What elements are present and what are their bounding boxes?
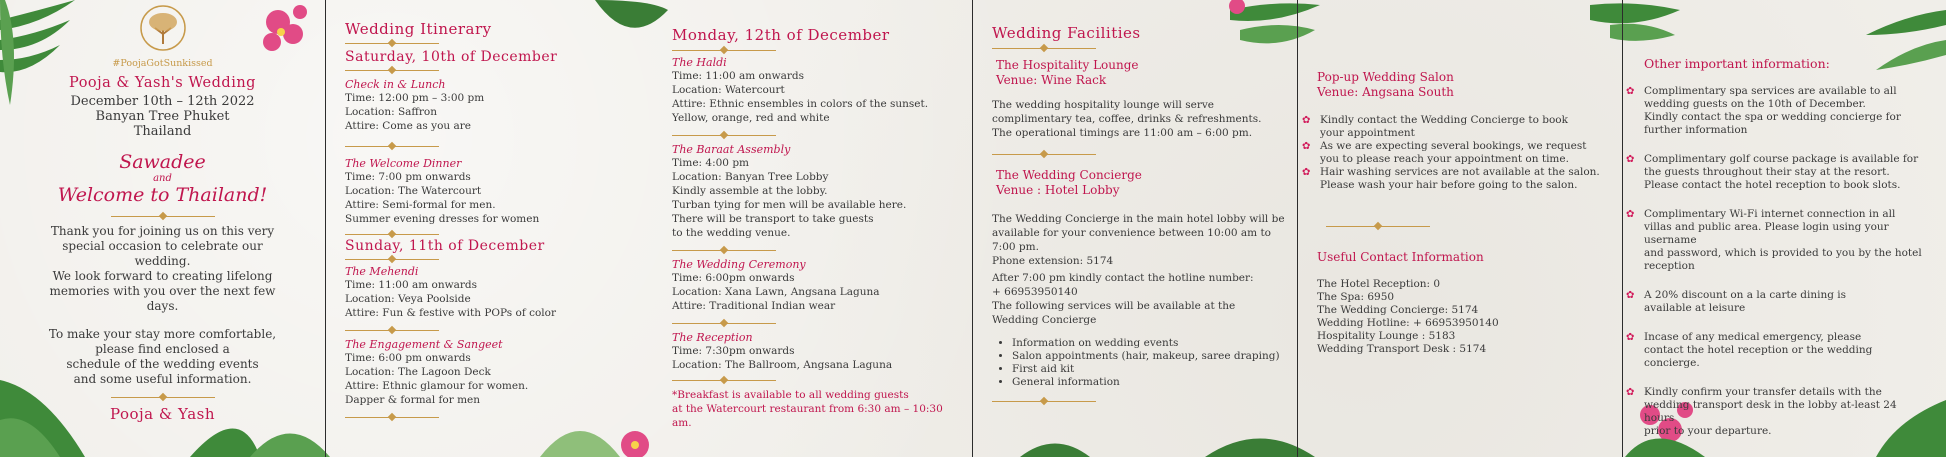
lounge-title: The Hospitality Lounge Venue: Wine Rack: [996, 58, 1139, 87]
ornament-divider: [337, 255, 447, 263]
ornament-divider: [664, 246, 784, 254]
event-details: Time: 11:00 am onwards Location: Watercourt Attire: Ethnic ensembles in colors of the sunset. Yellow, orange, red and white: [672, 70, 929, 124]
wedding-dates: December 10th – 12th 2022: [70, 94, 255, 109]
day-heading-sunday: Sunday, 11th of December: [345, 238, 545, 254]
salon-contact-panel: [1300, 0, 1600, 457]
wedding-title: Pooja & Yash's Wedding: [69, 75, 256, 91]
event-title: The Baraat Assembly: [672, 143, 791, 156]
event-title: The Wedding Ceremony: [672, 258, 806, 271]
ornament-divider: [664, 46, 784, 54]
event-title: Check in & Lunch: [345, 78, 446, 91]
tree-logo-icon: [137, 4, 189, 52]
ornament-divider: [103, 212, 223, 220]
ornament-divider: [337, 142, 447, 150]
event-block: [345, 265, 565, 320]
event-title: The Mehendi: [345, 265, 419, 278]
event-block: [345, 338, 565, 407]
list-item: • Information on wedding events: [1012, 337, 1292, 350]
event-block: [672, 331, 962, 372]
ornament-divider: [103, 393, 223, 401]
itinerary-title: Wedding Itinerary: [345, 20, 492, 38]
list-item: • First aid kit: [1012, 363, 1292, 376]
event-block: [345, 157, 565, 226]
ornament-divider: [1318, 222, 1438, 230]
contact-list: The Hotel Reception: 0 The Spa: 6950 The Wedding Concierge: 5174 Wedding Hotline: + 66953950140 Hospitality Lounge : 5183 Wedding Transport Desk : 5174: [1317, 278, 1499, 355]
event-block: [672, 143, 962, 240]
list-item: ✿ Complimentary golf course package is available for the guests throughout their stay at the resort. Please contact the hotel reception to book slots.: [1622, 153, 1922, 192]
ornament-divider: [337, 230, 447, 238]
welcome-message: Thank you for joining us on this very special occasion to celebrate our wedding. We look forward to creating lifelong memories with you over the next few days.: [49, 224, 276, 313]
salon-title: Pop-up Wedding Salon Venue: Angsana South: [1317, 70, 1454, 99]
greeting-sawadee: Sawadee: [119, 151, 206, 173]
ornament-divider: [984, 397, 1104, 405]
list-item: ✿ Complimentary Wi-Fi internet connection in all villas and public area. Please login using your username and password, which is provided to you by the hotel reception: [1622, 208, 1922, 273]
wedding-country: Thailand: [133, 124, 192, 139]
event-title: The Reception: [672, 331, 753, 344]
ornament-divider: [664, 376, 784, 384]
list-item: ✿ Kindly confirm your transfer details with the wedding transport desk in the lobby at-least 24 hours prior to your departure.: [1622, 386, 1922, 438]
list-item: ✿ Incase of any medical emergency, please contact the hotel reception or the wedding concierge.: [1622, 331, 1922, 370]
ornament-divider: [984, 44, 1104, 52]
event-details: Time: 6:00 pm onwards Location: The Lagoon Deck Attire: Ethnic glamour for women. Dapper & formal for men: [345, 352, 529, 406]
panel-divider: [1297, 0, 1298, 457]
ornament-divider: [664, 131, 784, 139]
event-details: Time: 11:00 am onwards Location: Veya Poolside Attire: Fun & festive with POPs of color: [345, 279, 556, 319]
day-heading-saturday: Saturday, 10th of December: [345, 49, 558, 65]
event-details: Time: 6:00pm onwards Location: Xana Lawn, Angsana Laguna Attire: Traditional Indian wear: [672, 272, 880, 312]
list-item: ✿ A 20% discount on a la carte dining is available at leisure: [1622, 289, 1922, 315]
event-details: Time: 7:00 pm onwards Location: The Watercourt Attire: Semi-formal for men. Summer evening dresses for women: [345, 171, 540, 225]
itinerary-monday-panel: [672, 0, 962, 457]
contact-title: Useful Contact Information: [1317, 250, 1484, 264]
ornament-divider: [337, 39, 447, 47]
facilities-title: Wedding Facilities: [992, 24, 1141, 42]
event-block: [672, 56, 962, 125]
pink-flower-icon: [610, 425, 660, 457]
list-item: ✿ Hair washing services are not available at the salon. Please wash your hair before going to the salon.: [1300, 166, 1600, 192]
wedding-venue: Banyan Tree Phuket: [95, 109, 230, 124]
greeting-and: and: [153, 173, 172, 184]
ornament-divider: [664, 319, 784, 327]
signature: Pooja & Yash: [109, 405, 216, 423]
event-block: [672, 258, 962, 313]
event-details: Time: 12:00 pm – 3:00 pm Location: Saffron Attire: Come as you are: [345, 92, 485, 132]
lounge-text: The wedding hospitality lounge will serve complimentary tea, coffee, drinks & refreshments. The operational timings are 11:00 am – 6:00 pm.: [992, 99, 1262, 139]
event-title: The Welcome Dinner: [345, 157, 462, 170]
event-block: [345, 78, 565, 133]
greeting-welcome: Welcome to Thailand!: [57, 184, 268, 206]
services-list: [998, 337, 1292, 389]
monstera-leaf-icon: [590, 0, 670, 50]
ornament-divider: [337, 413, 447, 421]
ornament-divider: [337, 326, 447, 334]
panel-divider: [972, 0, 973, 457]
day-heading-monday: Monday, 12th of December: [672, 26, 890, 44]
concierge-text: The Wedding Concierge in the main hotel lobby will be available for your convenience between 10:00 am to 7:00 pm. Phone extension: 5174: [992, 213, 1285, 267]
event-details: Time: 7:30pm onwards Location: The Ballroom, Angsana Laguna: [672, 345, 893, 371]
ornament-divider: [984, 150, 1104, 158]
hashtag: #PoojaGotSunkissed: [112, 58, 213, 69]
list-item: • Salon appointments (hair, makeup, saree draping): [1012, 350, 1292, 363]
other-info-list: [1622, 85, 1922, 438]
event-title: The Haldi: [672, 56, 727, 69]
welcome-panel: [40, 0, 285, 457]
itinerary-panel: [345, 0, 565, 457]
concierge-title: The Wedding Concierge Venue : Hotel Lobby: [996, 168, 1142, 197]
breakfast-note: *Breakfast is available to all wedding guests at the Watercourt restaurant from 6:30 am – 10:30 am.: [672, 389, 943, 429]
other-info-title: Other important information:: [1644, 56, 1830, 71]
list-item: • General information: [1012, 376, 1292, 389]
list-item: ✿ Kindly contact the Wedding Concierge to book your appointment: [1300, 114, 1600, 140]
list-item: ✿ As we are expecting several bookings, we request you to please reach your appointment on time.: [1300, 140, 1600, 166]
panel-divider: [325, 0, 326, 457]
ornament-divider: [337, 66, 447, 74]
facilities-panel: [992, 0, 1292, 457]
welcome-message-2: To make your stay more comfortable, please find enclosed a schedule of the wedding events and some useful information.: [48, 327, 277, 386]
event-title: The Engagement & Sangeet: [345, 338, 503, 351]
list-item: ✿ Complimentary spa services are available to all wedding guests on the 10th of December. Kindly contact the spa or wedding concierge for further information: [1622, 85, 1922, 137]
event-details: Time: 4:00 pm Location: Banyan Tree Lobby Kindly assemble at the lobby. Turban tying for men will be available here. There will be transport to take guests to the wedding venue.: [672, 157, 907, 239]
salon-list: [1300, 114, 1600, 192]
other-info-panel: [1622, 0, 1922, 457]
concierge-text-2: After 7:00 pm kindly contact the hotline number: + 66953950140 The following services will be available at the Wedding Concierge: [992, 272, 1254, 326]
